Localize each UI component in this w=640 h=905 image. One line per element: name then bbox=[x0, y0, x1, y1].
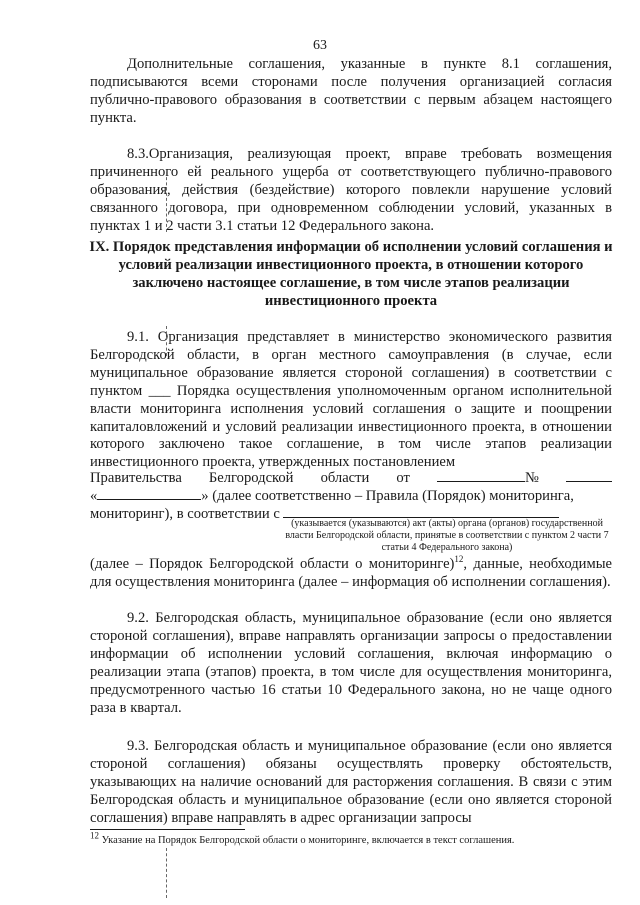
scan-artifact-line bbox=[166, 326, 167, 356]
scan-artifact-line bbox=[166, 172, 167, 232]
paragraph-8-3: 8.3.Организация, реализующая проект, вправе требовать возмещения причиненного ей реального ущерба от соответствующего публично-правового образования, действия (бездействие) которого повлекли нарушение условий связанного договора, при одновременном соблюдении условий, указанных в пунктах 1 и 2 части 3.1 статьи 12 Федерального закона. bbox=[90, 146, 612, 234]
number-blank bbox=[566, 469, 612, 482]
paragraph-9-1-quote-line bbox=[90, 487, 612, 505]
act-blank bbox=[283, 505, 559, 518]
from-word: от bbox=[396, 470, 410, 486]
tail-start: (далее – Порядок Белгородской области о мониторинге) bbox=[90, 556, 455, 572]
title-blank bbox=[97, 487, 201, 500]
accordance-text: мониторинг), в соответствии с bbox=[90, 506, 280, 522]
section-heading-ix: IX. Порядок представления информации об исполнении условий соглашения и условий реализации инвестиционного проекта, в отношении которого заключено настоящее соглашение, в том числе этапов реализации инвестиционного проекта bbox=[89, 239, 613, 309]
quote-open: « bbox=[90, 488, 98, 504]
paragraph-9-1-government-line bbox=[90, 469, 612, 487]
act-explanation-note: (указывается (указываются) акт (акты) органа (органов) государственной власти Белгородской области, принятые в соответствии с пунктом 2 части 7 статьи 4 Федерального закона) bbox=[285, 518, 609, 553]
paragraph-9-2: 9.2. Белгородская область, муниципальное образование (если оно является стороной соглашения), вправе направлять организации запросы о предоставлении информации об исполнении условий соглашения, включая информацию о реализации этапа (этапов) проекта, в том числе для осуществления мониторинга, предусмотренного частью 16 статьи 10 Федерального закона, но не чаще одного раза в квартал. bbox=[90, 610, 612, 716]
paragraph-9-1: 9.1. Организация представляет в министерство экономического развития Белгородской области, в орган местного самоуправления (в случае, если муниципальное образование является стороной соглашения) в соответствии с пунктом ___ Порядка осуществления уполномоченным органом исполнительной власти мониторинга исполнения условий соглашения о защите и поощрении капиталовложений и условий реализации инвестиционного проекта, в отношении которого заключено такое соглашение, в том числе этапов реализации инвестиционного проекта, утвержденных постановлением bbox=[90, 329, 612, 471]
paragraph-9-3: 9.3. Белгородская область и муниципальное образование (если оно является стороной соглашения) обязаны осуществлять проверку обстоятельств, указывающих на наличие оснований для расторжения соглашения. В связи с этим Белгородская область и муниципальное образование (если оно является стороной соглашения) вправе направлять в адрес организации запросы bbox=[90, 738, 612, 826]
region-word: Белгородской bbox=[208, 470, 294, 486]
footnote bbox=[90, 830, 515, 847]
paragraph-8-2: Дополнительные соглашения, указанные в пункте 8.1 соглашения, подписываются всеми сторонами после получения организацией согласия публично-правового образования в соответствии с первым абзацем настоящего пункта. bbox=[90, 56, 612, 126]
date-blank bbox=[437, 469, 525, 482]
oblast-word: области bbox=[320, 470, 370, 486]
footnote-number: 12 bbox=[90, 830, 99, 841]
government-word: Правительства bbox=[90, 470, 182, 486]
scan-artifact-line bbox=[166, 848, 167, 898]
footnote-divider bbox=[90, 829, 245, 830]
number-sign: № bbox=[524, 470, 539, 486]
footnote-text: Указание на Порядок Белгородской области о мониторинге, включается в текст соглашения. bbox=[101, 835, 515, 846]
footnote-ref: 12 bbox=[454, 554, 464, 565]
paragraph-9-1-tail bbox=[90, 556, 612, 592]
page-number: 63 bbox=[313, 38, 327, 53]
quote-close-text: » (далее соответственно – Правила (Порядок) мониторинга, bbox=[201, 488, 574, 504]
tail-end: , данные, необходимые для осуществления мониторинга (далее – информация об исполнении соглашения). bbox=[90, 556, 612, 590]
